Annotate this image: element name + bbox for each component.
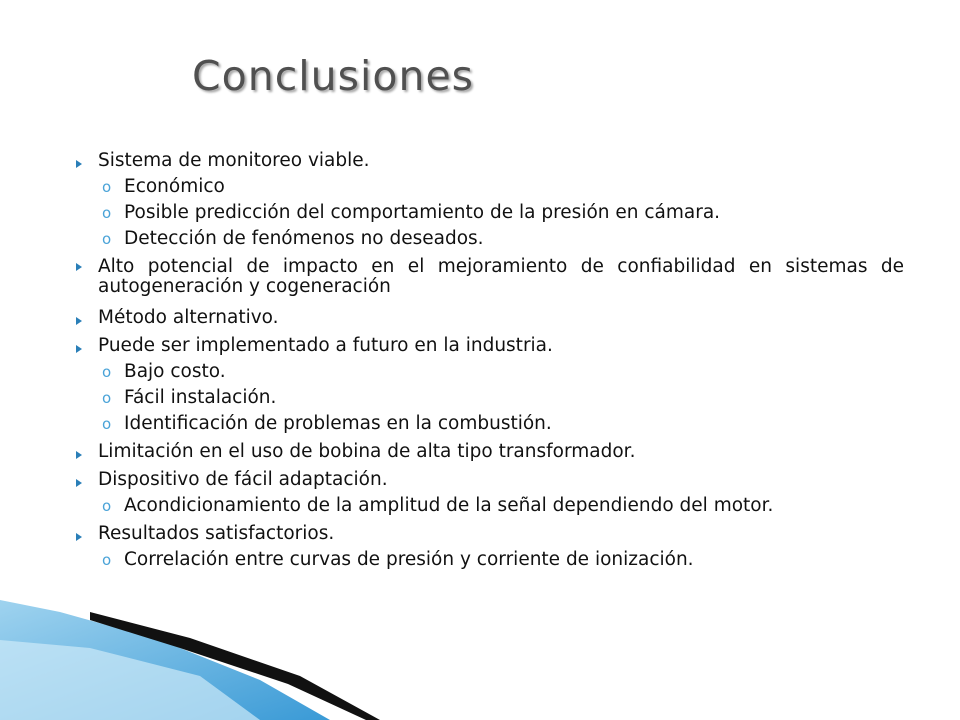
- sub-bullet-text: Posible predicción del comportamiento de la presión en cámara.: [124, 202, 721, 223]
- sub-bullet-item: [74, 200, 904, 226]
- bullet-text: Sistema de monitoreo viable.: [98, 150, 370, 171]
- bullet-item: [74, 254, 904, 303]
- circle-outline-icon: o: [102, 551, 112, 569]
- sub-bullet-item: [74, 411, 904, 437]
- bullet-list: [74, 146, 904, 573]
- circle-outline-icon: o: [102, 230, 112, 248]
- corner-light-wave: [0, 640, 260, 720]
- sub-bullet-item: [74, 385, 904, 411]
- sub-bullet-text: Correlación entre curvas de presión y corriente de ionización.: [124, 549, 694, 570]
- sub-bullet-item: [74, 359, 904, 385]
- sub-bullet-item: [74, 174, 904, 200]
- sub-bullet-text: Identificación de problemas en la combustión.: [124, 413, 552, 434]
- triangle-right-icon: [76, 317, 82, 325]
- sub-bullet-item: [74, 493, 904, 519]
- corner-blue-wave: [0, 600, 330, 720]
- bullet-item: [74, 333, 904, 359]
- circle-outline-icon: o: [102, 178, 112, 196]
- triangle-right-icon: [76, 263, 82, 271]
- sub-bullet-text: Detección de fenómenos no deseados.: [124, 228, 484, 249]
- bullet-text: Resultados satisfactorios.: [98, 523, 335, 544]
- bullet-text: Dispositivo de fácil adaptación.: [98, 469, 388, 490]
- bullet-text: Limitación en el uso de bobina de alta tipo transformador.: [98, 441, 636, 462]
- sub-bullet-text: Acondicionamiento de la amplitud de la señal dependiendo del motor.: [124, 495, 774, 516]
- triangle-right-icon: [76, 345, 82, 353]
- corner-black-stripe: [90, 612, 380, 720]
- circle-outline-icon: o: [102, 363, 112, 381]
- circle-outline-icon: o: [102, 497, 112, 515]
- sub-bullet-item: [74, 547, 904, 573]
- circle-outline-icon: o: [102, 389, 112, 407]
- bullet-item: [74, 305, 904, 331]
- triangle-right-icon: [76, 451, 82, 459]
- sub-bullet-text: Fácil instalación.: [124, 387, 277, 408]
- circle-outline-icon: o: [102, 415, 112, 433]
- slide-title: Conclusiones: [192, 52, 475, 100]
- sub-bullet-text: Económico: [124, 176, 225, 197]
- bullet-item: [74, 148, 904, 174]
- bullet-item: [74, 467, 904, 493]
- triangle-right-icon: [76, 533, 82, 541]
- sub-bullet-text: Bajo costo.: [124, 361, 226, 382]
- bullet-item: [74, 439, 904, 465]
- bullet-text: Método alternativo.: [98, 307, 279, 328]
- circle-outline-icon: o: [102, 204, 112, 222]
- bullet-text: Alto potencial de impacto en el mejoramiento de confiabilidad en sistemas de autogeneración y cogeneración: [98, 256, 904, 297]
- triangle-right-icon: [76, 160, 82, 168]
- bullet-text: Puede ser implementado a futuro en la industria.: [98, 335, 553, 356]
- bullet-item: [74, 521, 904, 547]
- sub-bullet-item: [74, 226, 904, 252]
- triangle-right-icon: [76, 479, 82, 487]
